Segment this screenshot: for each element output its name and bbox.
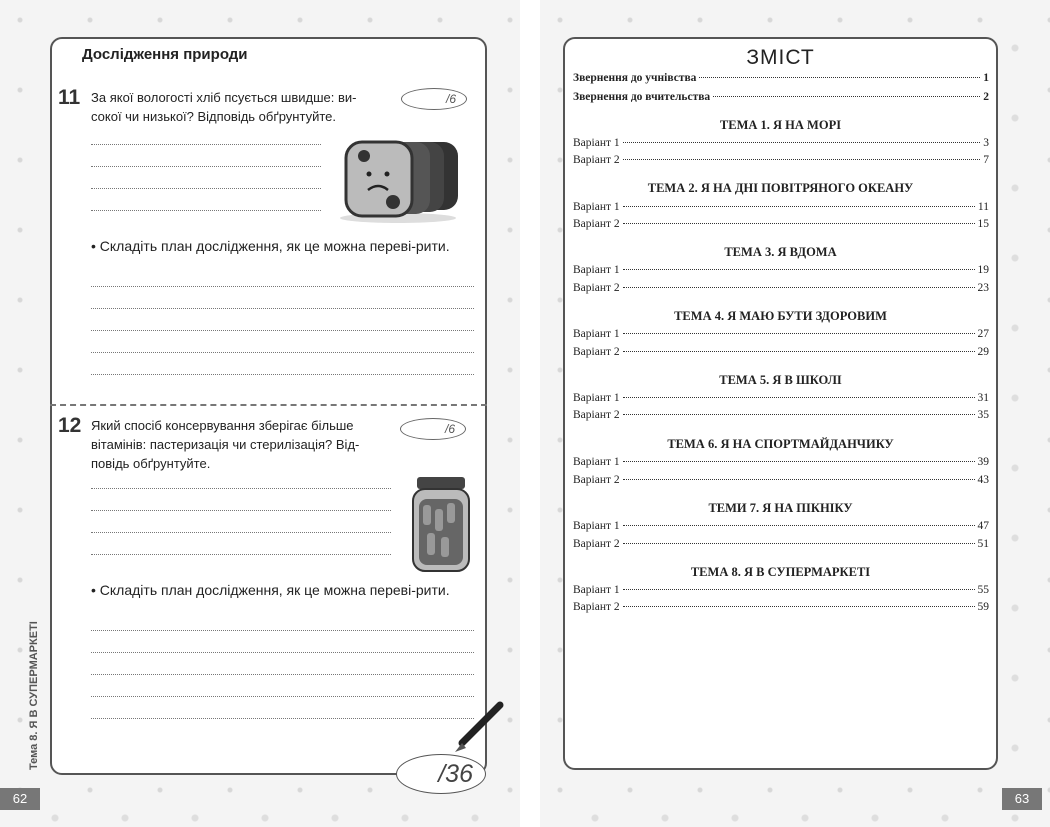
toc-title: ЗМІСТ xyxy=(746,46,815,69)
answer-line[interactable] xyxy=(91,718,474,719)
pencil-icon xyxy=(450,700,506,756)
toc-entry-page: 31 xyxy=(977,392,989,404)
toc-entry-label: Варіант 2 xyxy=(573,154,620,166)
toc-entry-label: Варіант 2 xyxy=(573,474,620,486)
toc-entry-label: Варіант 1 xyxy=(573,456,620,468)
toc-entry-label: Варіант 1 xyxy=(573,328,620,340)
toc-entry[interactable] xyxy=(573,201,989,213)
toc-entry-page: 59 xyxy=(977,601,989,613)
answer-line[interactable] xyxy=(91,330,474,331)
toc-entry[interactable] xyxy=(573,264,989,276)
toc-entry[interactable] xyxy=(573,538,989,550)
answer-line[interactable] xyxy=(91,652,474,653)
book-spine xyxy=(520,0,540,827)
toc-entry-label: Варіант 1 xyxy=(573,137,620,149)
toc-entry[interactable] xyxy=(573,601,989,613)
toc-section-title: ТЕМА 5. Я В ШКОЛІ xyxy=(719,373,842,387)
toc-entry-page: 55 xyxy=(977,584,989,596)
answer-line[interactable] xyxy=(91,210,321,211)
answer-line[interactable] xyxy=(91,166,321,167)
answer-line[interactable] xyxy=(91,488,391,489)
toc-entry-label: Варіант 1 xyxy=(573,392,620,404)
toc-entry[interactable] xyxy=(573,154,989,166)
answer-line[interactable] xyxy=(91,674,474,675)
toc-entry-page: 2 xyxy=(983,91,989,103)
toc-entry-label: Варіант 2 xyxy=(573,601,620,613)
toc-section-title: ТЕМА 3. Я ВДОМА xyxy=(724,245,837,259)
toc-entry[interactable] xyxy=(573,328,989,340)
toc-entry[interactable] xyxy=(573,91,989,103)
toc-entry[interactable] xyxy=(573,218,989,230)
answer-line[interactable] xyxy=(91,308,474,309)
toc-entry-page: 39 xyxy=(977,456,989,468)
page-number-right: 63 xyxy=(1002,788,1042,810)
toc-entry-label: Варіант 1 xyxy=(573,264,620,276)
question-12-task: • Складіть план дослідження, як це можна переві-рити. xyxy=(91,582,450,598)
answer-line[interactable] xyxy=(91,532,391,533)
question-11-text: За якої вологості хліб псується швидше: ви-сокої чи низької? Відповідь обґрунтуйте. xyxy=(91,90,357,124)
total-score[interactable]: /36 xyxy=(396,754,486,794)
toc-entry-page: 47 xyxy=(977,520,989,532)
answer-line[interactable] xyxy=(91,696,474,697)
toc-entry-label: Варіант 2 xyxy=(573,218,620,230)
toc-entry-page: 27 xyxy=(977,328,989,340)
question-12-number: 12 xyxy=(58,414,82,437)
answer-line[interactable] xyxy=(91,286,474,287)
answer-line[interactable] xyxy=(91,374,474,375)
preserve-jar-illustration xyxy=(409,475,473,573)
toc-section-title: ТЕМА 8. Я В СУПЕРМАРКЕТІ xyxy=(690,565,871,579)
question-12-text: Який спосіб консервування зберігає більше вітамінів: пастеризація чи стерилізація? Від-повідь обґрунтуйте. xyxy=(91,418,360,471)
toc-entry-label: Варіант 1 xyxy=(573,201,620,213)
toc-entry[interactable] xyxy=(573,392,989,404)
toc-entry-page: 29 xyxy=(977,346,989,358)
answer-line[interactable] xyxy=(91,554,391,555)
answer-line[interactable] xyxy=(91,352,474,353)
side-topic-label: Тема 8. Я В СУПЕРМАРКЕТІ xyxy=(28,621,40,770)
toc-entry-label: Варіант 1 xyxy=(573,584,620,596)
toc-entry-label: Варіант 2 xyxy=(573,282,620,294)
toc-entry[interactable] xyxy=(573,584,989,596)
toc-entry-label: Варіант 1 xyxy=(573,520,620,532)
toc-entry-page: 7 xyxy=(983,154,989,166)
toc-entry-page: 1 xyxy=(983,72,989,84)
toc-entry-page: 15 xyxy=(977,218,989,230)
toc-entry[interactable] xyxy=(573,409,989,421)
toc-entry[interactable] xyxy=(573,346,989,358)
toc-section-title: ТЕМА 2. Я НА ДНІ ПОВІТРЯНОГО ОКЕАНУ xyxy=(647,181,914,195)
toc-entry[interactable] xyxy=(573,474,989,486)
question-11-task: • Складіть план дослідження, як це можна переві-рити. xyxy=(91,238,450,254)
toc-entry[interactable] xyxy=(573,282,989,294)
toc-entry-page: 43 xyxy=(977,474,989,486)
toc-entry-page: 19 xyxy=(977,264,989,276)
toc-entry[interactable] xyxy=(573,520,989,532)
toc-entry-label: Звернення до вчительства xyxy=(573,91,711,103)
toc-entry-page: 35 xyxy=(977,409,989,421)
toc-entry-label: Звернення до учнівства xyxy=(573,72,697,84)
toc-entry-page: 23 xyxy=(977,282,989,294)
toc-entry-label: Варіант 2 xyxy=(573,538,620,550)
question-11-score[interactable]: /6 xyxy=(401,88,467,110)
page-header: Дослідження природи xyxy=(82,46,248,63)
toc-entry-label: Варіант 2 xyxy=(573,409,620,421)
toc-entry-label: Варіант 2 xyxy=(573,346,620,358)
toc-entry[interactable] xyxy=(573,456,989,468)
toc-section-title: ТЕМИ 7. Я НА ПІКНІКУ xyxy=(708,501,853,515)
toc-section-title: ТЕМА 6. Я НА СПОРТМАЙДАНЧИКУ xyxy=(667,437,894,451)
answer-line[interactable] xyxy=(91,510,391,511)
answer-line[interactable] xyxy=(91,188,321,189)
toc-entry[interactable] xyxy=(573,137,989,149)
toc-section-title: ТЕМА 4. Я МАЮ БУТИ ЗДОРОВИМ xyxy=(674,309,887,323)
question-11-number: 11 xyxy=(58,86,81,109)
toc-entry-page: 3 xyxy=(983,137,989,149)
answer-line[interactable] xyxy=(91,144,321,145)
toc-entry-page: 51 xyxy=(977,538,989,550)
toc-entry[interactable] xyxy=(573,72,989,84)
page-number-left: 62 xyxy=(0,788,40,810)
toc-section-title: ТЕМА 1. Я НА МОРІ xyxy=(719,118,842,132)
question-12-score[interactable]: /6 xyxy=(400,418,466,440)
sad-bread-illustration xyxy=(338,136,463,224)
toc-entry-page: 11 xyxy=(977,201,989,213)
question-separator xyxy=(50,404,487,406)
answer-line[interactable] xyxy=(91,630,474,631)
